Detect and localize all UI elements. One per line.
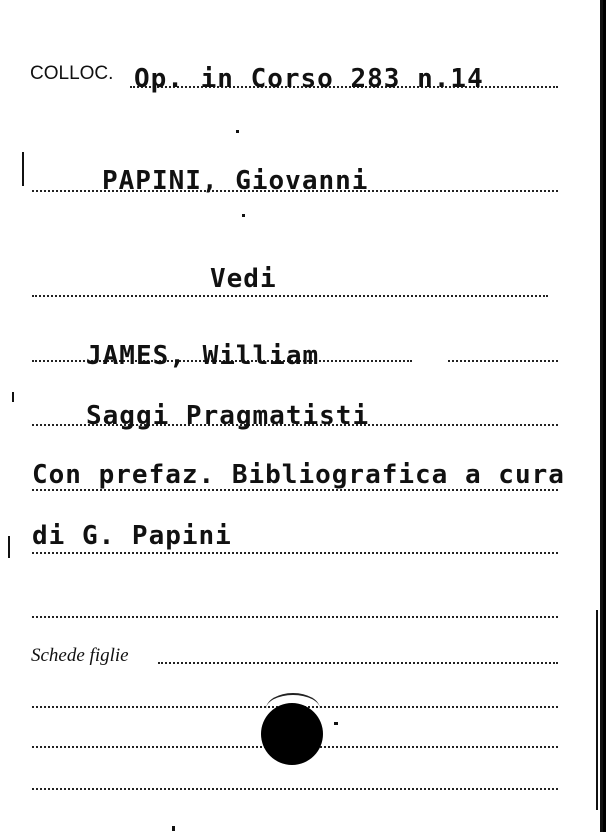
author-heading: PAPINI, Giovanni [102, 166, 369, 196]
ruled-line [448, 360, 558, 362]
ruled-line [158, 662, 558, 664]
punch-hole [261, 703, 323, 765]
note-line-2: di G. Papini [32, 521, 232, 551]
scan-speck [242, 214, 245, 217]
ruled-line [32, 295, 548, 297]
ruled-line [32, 616, 558, 618]
note-line-1: Con prefaz. Bibliografica a cura [32, 460, 565, 490]
colloc-label: COLLOC. [30, 63, 114, 84]
scan-speck [334, 722, 338, 725]
scan-speck [236, 130, 239, 133]
scan-mark [22, 152, 24, 186]
call-number: Op. in Corso 283 n.14 [134, 64, 484, 94]
child-records-label: Schede figlie [31, 645, 129, 666]
referenced-title: Saggi Pragmatisti [86, 401, 370, 431]
see-reference-label: Vedi [210, 264, 277, 294]
ruled-line [32, 788, 558, 790]
scan-speck [172, 826, 175, 831]
referenced-author: JAMES, William [86, 341, 320, 371]
ruled-line [32, 552, 558, 554]
scan-mark [12, 392, 14, 402]
scan-mark [596, 610, 598, 810]
scan-mark [8, 536, 10, 558]
